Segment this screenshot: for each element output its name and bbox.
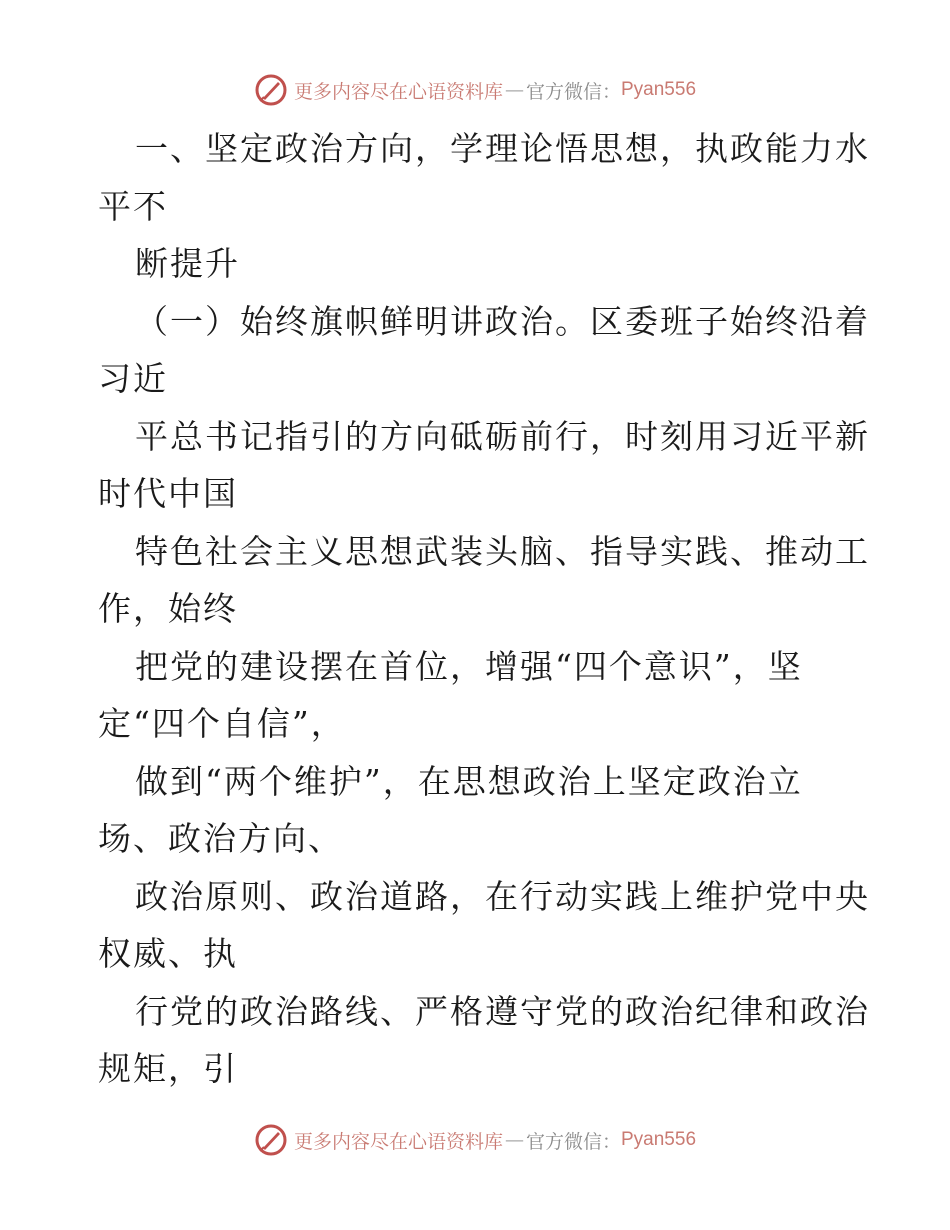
text-line: 规矩，引 xyxy=(98,1049,238,1088)
text-line: 特色社会主义思想武装头脑、指导实践、推动工 xyxy=(135,531,870,571)
text-line: 权威、执 xyxy=(98,934,238,973)
watermark-wechat-id: Pyan556 xyxy=(621,1129,697,1150)
quill-logo-icon xyxy=(254,1123,288,1157)
quill-logo-icon xyxy=(254,73,288,107)
watermark-footer xyxy=(0,1120,950,1160)
text-line: 平不 xyxy=(98,186,168,226)
document-body xyxy=(98,120,870,1098)
text-line: 把党的建设摆在首位，增强“四个意识”，坚 xyxy=(135,646,803,686)
watermark-separator: — xyxy=(504,79,524,101)
text-line: 做到“两个维护”，在思想政治上坚定政治立 xyxy=(135,761,803,801)
text-line: 平总书记指引的方向砥砺前行，时刻用习近平新 xyxy=(135,416,870,456)
text-line: 一、坚定政治方向，学理论悟思想，执政能力水 xyxy=(135,129,870,168)
watermark-wechat-id: Pyan556 xyxy=(621,79,697,100)
watermark-official-label: 官方微信： xyxy=(525,1130,621,1153)
text-line: （一）始终旗帜鲜明讲政治。区委班子始终沿着 xyxy=(135,301,870,341)
watermark-separator: — xyxy=(504,1129,524,1151)
text-line: 场、政治方向、 xyxy=(98,819,343,858)
text-line: 断提升 xyxy=(135,244,240,283)
text-line: 习近 xyxy=(98,359,168,398)
text-line: 作，始终 xyxy=(98,589,238,628)
watermark-official-label: 官方微信： xyxy=(525,80,621,103)
watermark-text: 更多内容尽在心语资料库 xyxy=(293,1130,503,1153)
watermark-text: 更多内容尽在心语资料库 xyxy=(293,80,503,103)
watermark-header xyxy=(0,70,950,110)
text-line: 政治原则、政治道路，在行动实践上维护党中央 xyxy=(135,876,870,916)
text-line: 行党的政治路线、严格遵守党的政治纪律和政治 xyxy=(135,991,870,1031)
text-line: 定“四个自信”， xyxy=(98,704,346,743)
text-line: 时代中国 xyxy=(98,474,238,513)
